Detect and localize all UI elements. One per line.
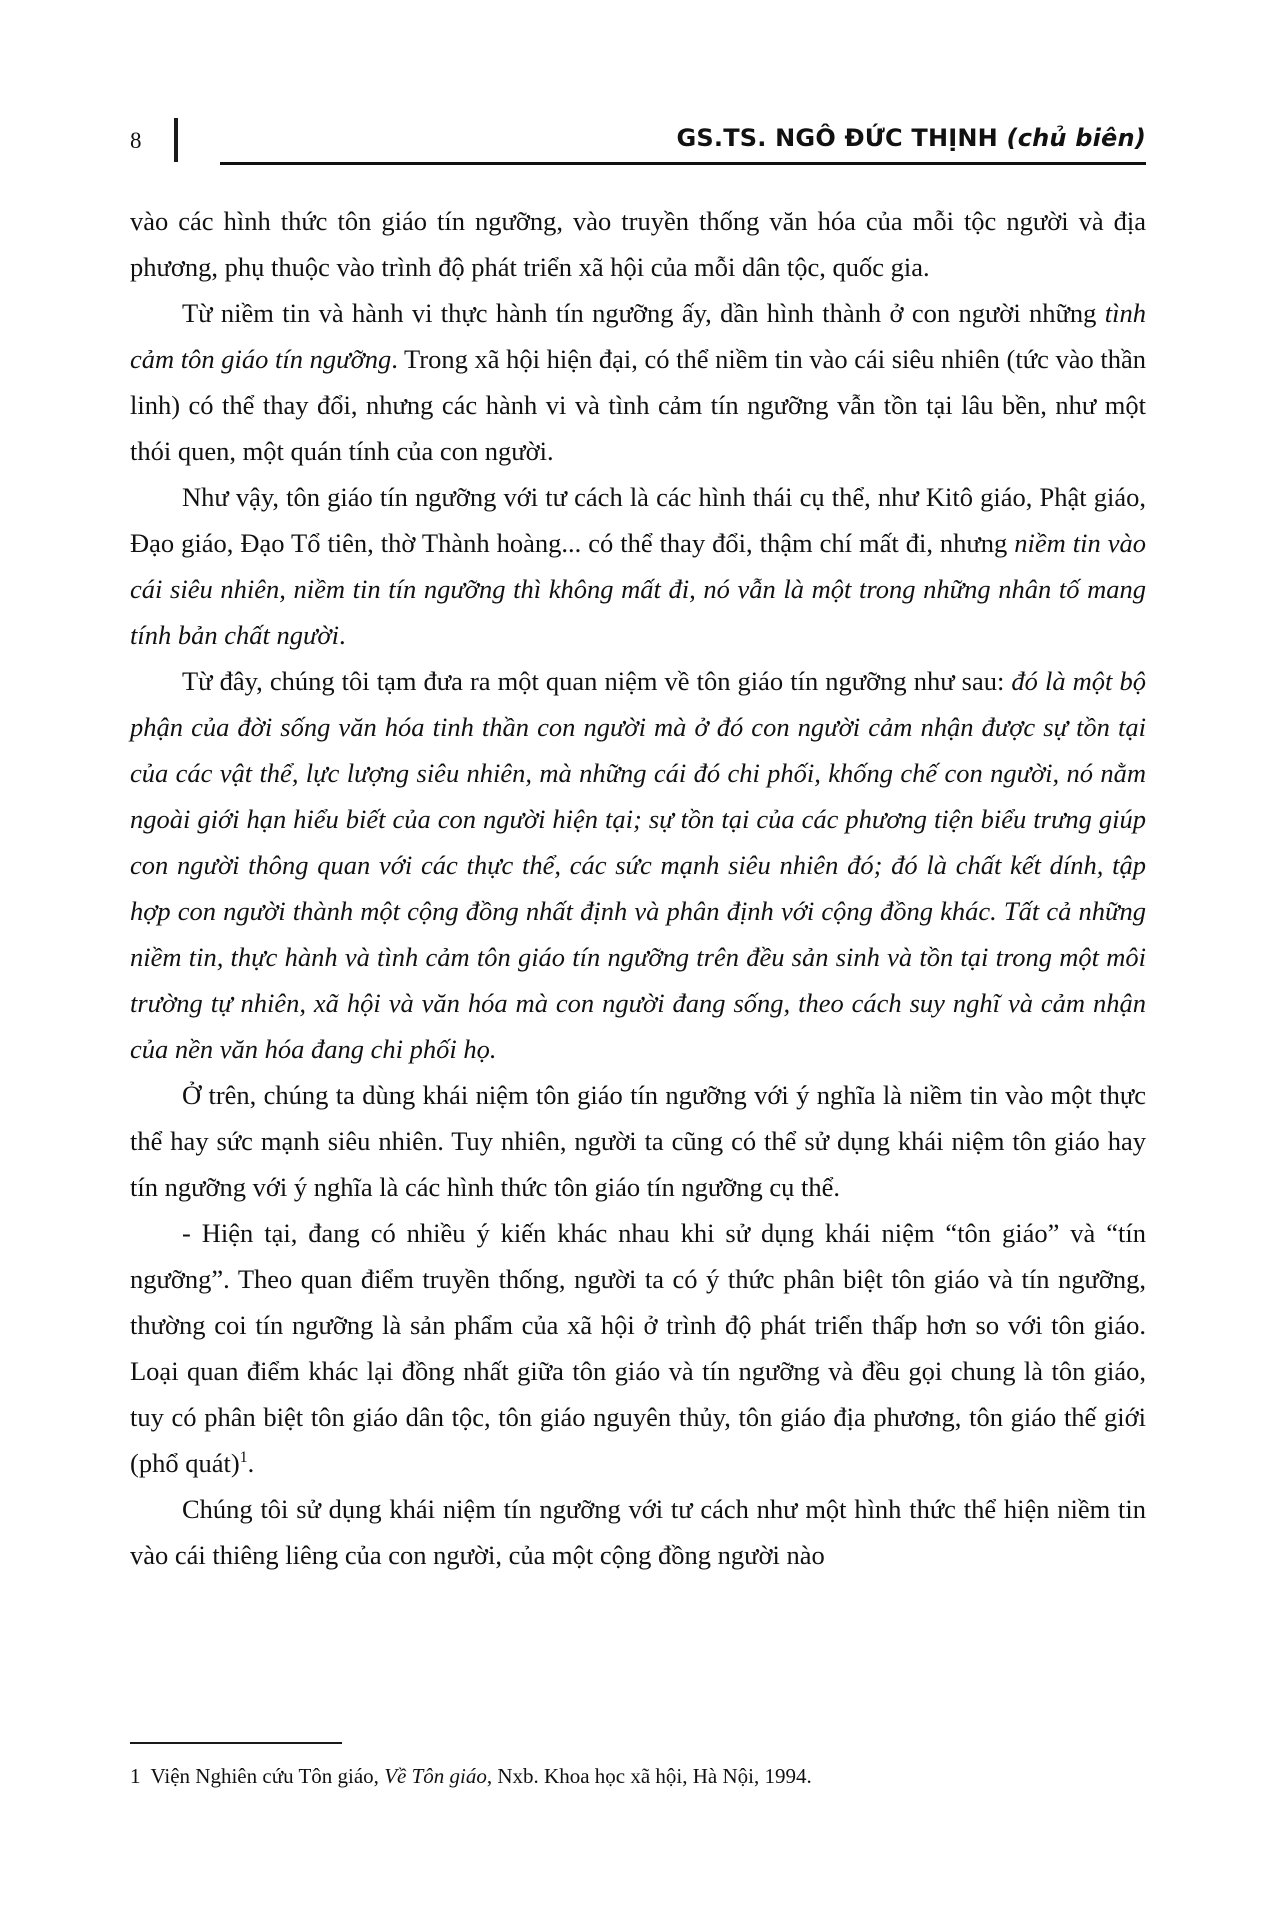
text-run: Viện Nghiên cứu Tôn giáo, [150,1764,385,1788]
page-number: 8 [130,128,142,153]
text-run: Từ đây, chúng tôi tạm đưa ra một quan niệm về tôn giáo tín ngưỡng như sau: [182,666,1012,696]
text-run: Như vậy, tôn giáo tín ngưỡng với tư cách là các hình thái cụ thể, như Kitô giáo, Phật giáo, Đạo giáo, Đạo Tổ tiên, thờ Thành hoàng... có thể thay đổi, thậm chí mất đi, nhưng [130,482,1146,558]
footnote-separator [130,1742,342,1744]
footnote-1 [130,1760,1146,1792]
italic-run: đó là một bộ phận của đời sống văn hóa tinh thần con người mà ở đó con người cảm nhận được sự tồn tại của các vật thể, lực lượng siêu nhiên, mà những cái đó chi phối, khống chế con người, nó nằm ngoài giới hạn hiểu biết của con người hiện tại; sự tồn tại của các phương tiện biểu trưng giúp con người thông quan với các thực thể, các sức mạnh siêu nhiên đó; đó là chất kết dính, tập hợp con người thành một cộng đồng nhất định và phân định với cộng đồng khác. Tất cả những niềm tin, thực hành và tình cảm tôn giáo tín ngưỡng trên đều sản sinh và tồn tại trong một môi trường tự nhiên, xã hội và văn hóa mà con người đang sống, theo cách suy nghĩ và cảm nhận của nền văn hóa đang chi phối họ. [130,666,1146,1064]
text-run: . [338,620,346,650]
body-paragraph [130,658,1146,1072]
header-rule [220,162,1146,165]
header-author-name: GS.TS. NGÔ ĐỨC THỊNH [676,124,998,152]
text-run: Từ niềm tin và hành vi thực hành tín ngưỡng ấy, dần hình thành ở con người những [182,298,1105,328]
page-header [130,118,1146,166]
text-run: . [247,1448,255,1478]
footnote-marker: 1 [239,1449,248,1467]
body-paragraph [130,1210,1146,1486]
page-body [130,198,1146,1578]
text-run: Ở trên, chúng ta dùng khái niệm tôn giáo tín ngưỡng với ý nghĩa là niềm tin vào một thực thể hay sức mạnh siêu nhiên. Tuy nhiên, người ta cũng có thể sử dụng khái niệm tôn giáo hay tín ngưỡng với ý nghĩa là các hình thức tôn giáo tín ngưỡng cụ thể. [130,1080,1146,1202]
italic-run: tình cảm tôn giáo tín ngưỡng [130,298,1146,374]
body-paragraph [130,1072,1146,1210]
body-paragraph [130,1486,1146,1578]
italic-run: Về Tôn giáo [384,1764,487,1788]
body-paragraph [130,474,1146,658]
body-paragraph [130,290,1146,474]
text-run: . Trong xã hội hiện đại, có thể niềm tin vào cái siêu nhiên (tức vào thần linh) có thể thay đổi, nhưng các hành vi và tình cảm tín ngưỡng vẫn tồn tại lâu bền, như một thói quen, một quán tính của con người. [130,344,1147,466]
footnote-number: 1 [130,1764,141,1788]
header-author-role: (chủ biên) [1006,124,1146,152]
text-run: , Nxb. Khoa học xã hội, Hà Nội, 1994. [486,1764,812,1788]
italic-run: niềm tin vào cái siêu nhiên, niềm tin tín ngưỡng thì không mất đi, nó vẫn là một trong những nhân tố mang tính bản chất người [130,528,1146,650]
header-divider-mark [174,118,178,162]
text-run: Chúng tôi sử dụng khái niệm tín ngưỡng với tư cách như một hình thức thể hiện niềm tin vào cái thiêng liêng của con người, của một cộng đồng người nào [130,1494,1146,1570]
text-run: - Hiện tại, đang có nhiều ý kiến khác nhau khi sử dụng khái niệm “tôn giáo” và “tín ngưỡng”. Theo quan điểm truyền thống, người ta có ý thức phân biệt tôn giáo và tín ngưỡng, thường coi tín ngưỡng là sản phẩm của xã hội ở trình độ phát triển thấp hơn so với tôn giáo. Loại quan điểm khác lại đồng nhất giữa tôn giáo và tín ngưỡng và đều gọi chung là tôn giáo, tuy có phân biệt tôn giáo dân tộc, tôn giáo nguyên thủy, tôn giáo địa phương, tôn giáo thế giới (phổ quát) [130,1218,1146,1478]
footnote-area [130,1742,1146,1792]
header-author [677,124,1147,152]
text-run: vào các hình thức tôn giáo tín ngưỡng, vào truyền thống văn hóa của mỗi tộc người và địa phương, phụ thuộc vào trình độ phát triển xã hội của mỗi dân tộc, quốc gia. [130,206,1146,282]
body-paragraph [130,198,1146,290]
